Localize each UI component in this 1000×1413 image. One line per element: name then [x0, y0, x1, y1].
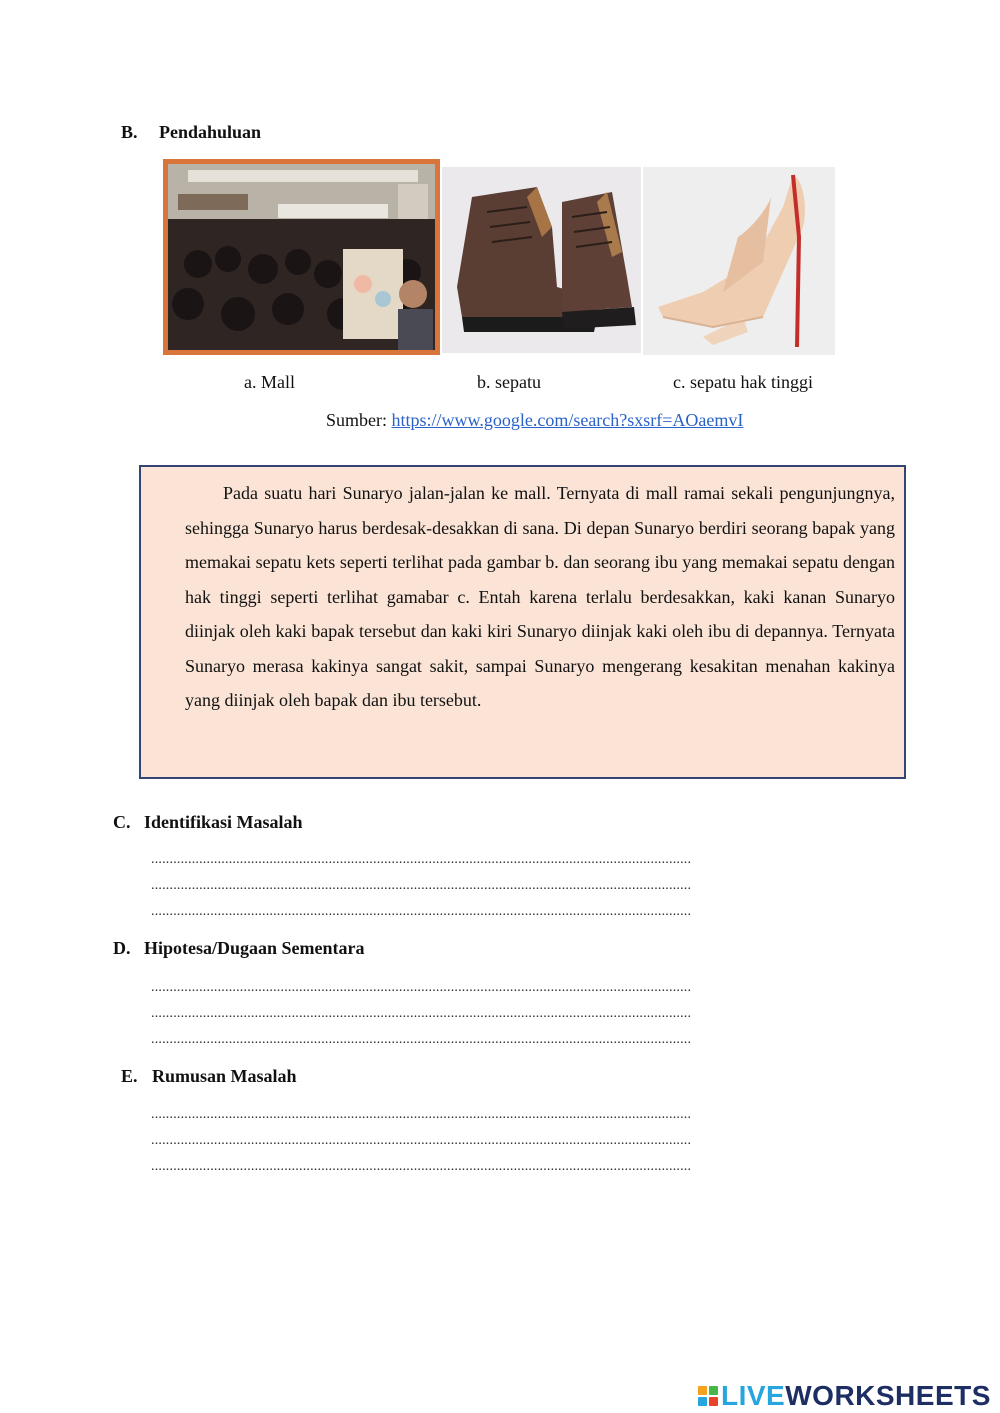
section-c-heading — [113, 812, 303, 833]
section-d-heading — [113, 938, 365, 959]
answer-line-c2[interactable]: .................................................................................................................................................. — [151, 878, 692, 893]
source-link[interactable]: https://www.google.com/search?sxsrf=AOaemvI — [391, 410, 744, 430]
story-text: Pada suatu hari Sunaryo jalan-jalan ke mall. Ternyata di mall ramai sekali pengunjungnya, sehingga Sunaryo harus berdesak-desakkan di sana. Di depan Sunaryo berdiri seorang bapak yang memakai sepatu kets seperti terlihat pada gambar b. dan seorang ibu yang memakai sepatu dengan hak tinggi seperti terlihat gamabar c. Entah karena terlalu berdesakkan, kaki kanan Sunaryo diinjak oleh kaki bapak tersebut dan kaki kiri Sunaryo diinjak kaki oleh ibu di depannya. Ternyata Sunaryo merasa kakinya sangat sakit, sampai Sunaryo mengerang kesakitan menahan kakinya yang diinjak oleh bapak dan ibu tersebut. — [185, 483, 895, 710]
liveworksheets-logo — [698, 1380, 991, 1412]
logo-mark-icon — [698, 1386, 718, 1406]
mall-image — [163, 159, 440, 355]
logo-square-2 — [709, 1386, 718, 1395]
caption-c: c. sepatu hak tinggi — [673, 372, 813, 392]
logo-text-worksheets: WORKSHEETS — [785, 1380, 991, 1411]
section-c-title: Identifikasi Masalah — [144, 812, 303, 832]
logo-square-1 — [698, 1386, 707, 1395]
story-box — [139, 465, 906, 779]
section-d-title: Hipotesa/Dugaan Sementara — [144, 938, 365, 958]
section-b-letter: B. — [121, 122, 138, 142]
answer-line-c1[interactable]: .................................................................................................................................................. — [151, 852, 692, 867]
section-e-heading — [121, 1066, 297, 1087]
section-b-title: Pendahuluan — [159, 122, 262, 142]
source-line — [326, 410, 743, 431]
section-d-letter: D. — [113, 938, 131, 958]
answer-line-d3[interactable]: .................................................................................................................................................. — [151, 1032, 692, 1047]
section-c-letter: C. — [113, 812, 131, 832]
caption-a: a. Mall — [244, 372, 295, 392]
caption-b: b. sepatu — [477, 372, 541, 392]
section-e-title: Rumusan Masalah — [152, 1066, 297, 1086]
answer-line-d1[interactable]: .................................................................................................................................................. — [151, 980, 692, 995]
boots-image — [442, 167, 641, 353]
section-e-letter: E. — [121, 1066, 138, 1086]
logo-square-3 — [698, 1397, 707, 1406]
answer-line-e2[interactable]: .................................................................................................................................................. — [151, 1133, 692, 1148]
answer-line-e1[interactable]: .................................................................................................................................................. — [151, 1107, 692, 1122]
answer-line-c3[interactable]: .................................................................................................................................................. — [151, 904, 692, 919]
answer-line-d2[interactable]: .................................................................................................................................................. — [151, 1006, 692, 1021]
answer-line-e3[interactable]: .................................................................................................................................................. — [151, 1159, 692, 1174]
logo-text-live: LIVE — [721, 1380, 786, 1411]
heels-image — [643, 167, 835, 355]
logo-square-4 — [709, 1397, 718, 1406]
source-label: Sumber: — [326, 410, 387, 430]
section-b-heading — [121, 122, 261, 143]
